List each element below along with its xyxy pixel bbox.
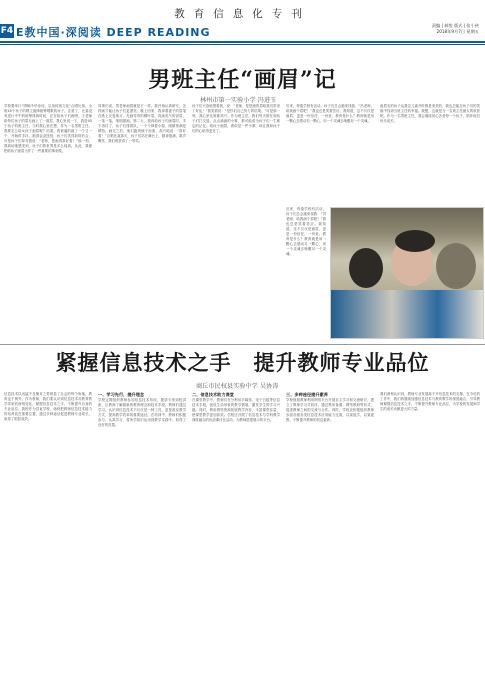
masthead-info	[432, 23, 479, 35]
article2-title: 紧握信息技术之手 提升教师专业品位	[55, 350, 430, 375]
article1-column-3: 孩子们兴奋地围着我，说：“老师，是您画的眉给我们带来了好运！”我笑着说：“是你们自己努力的结果。”可是那一刻，我心里比谁都高兴。作为班主任，我们每天都在和孩子们打交道，点点滴滴的小事，都可能成为孩子们一生难忘的记忆。给孩子画眉，看似是一件小事，却让我和孩子们的心贴得更近了。	[192, 104, 280, 134]
date-line: 2018年9月7日 星期五	[436, 29, 479, 34]
article2-column-4	[286, 392, 374, 690]
article1-column-1: 学校要举行“唱响中华诗词，弘扬传统文化”合唱比赛，全班45个孩子的唱主旋律统筹唱歌的孩子，注意了，比赛没有进行中午的统筹排练时间，正在给孩子们练唱，王老师给每位孩子的眉毛画上了一道眉，我心里说一下，我是45个孩子的班主任，当时我心里在想，作为一名男班主任，我要怎么给女孩子画眉呢？结果，我被逼的画了一个又一个，开始时手抖，画得歪歪扭扭，孩子们笑得前仰后合，可是孩子们却对我说：“老师，您画得真好看！”那一刻，我真切地感受到，孩子们的世界是多么纯真。从此，我便把给孩子画眉当作了一件重要的事来做。	[4, 104, 92, 154]
header-rule	[0, 41, 485, 43]
article1-column-5: 画眉毛的孩子从我这儿离开时都是美美的，我也总能在孩子们的笑脸中找到当班主任的幸福。我想，这就是当一名班主任最大的收获吧。作为一名男班主任，我会继续用心去爱每一个孩子，陪伴他们快乐成长。	[380, 104, 480, 124]
article2-column-3	[192, 392, 280, 690]
classroom-photo	[330, 207, 484, 339]
article2-subheading-1: 一、学习先行，提升理念	[98, 392, 145, 397]
photo-clothing	[331, 290, 483, 338]
page-number-badge: F4	[0, 26, 14, 36]
editor-line: 责编 | 郝悦 版式 | 张小侠	[431, 23, 479, 28]
publication-banner: 教育信息化专刊	[174, 8, 311, 20]
article2-column-2	[98, 392, 186, 690]
article1-column-4b: 后来，每逢学校有活动，孩子们总会跑来找我：“冯老师，给我画个眉吧！”我也总是笑着答应。我知道，这不仅仅是画眉，更是一份信任，一份爱。教育是什么？教育就是用一颗心去感动另一颗心，用一个灵魂去唤醒另一个灵魂。	[286, 207, 326, 257]
article2-column-3-text: 在课堂教学中，教师们充分利用多媒体、电子白板等信息技术手段，创设生动形象的教学情境，激发学生的学习兴趣。同时，利用网络资源拓展教学内容，丰富课堂容量，使课堂教学更加高效。学校还开展了信息技术与学科教学深度融合的优质课评比活动，为教师搭建展示的平台。	[192, 398, 280, 423]
article1-column-2: 同事们说，男老师画眉就是不一样。我开始认真研究，怎样画才能让孩子们更漂亮。晚上回家，我拿着妻子的眉笔在纸上反复练习，先画弯弯的柳叶眉，再画英气的剑眉，一笔一笔，细细描画。第二天，我再给孩子们画眉时，手不再抖了，孩子们排着队，一个个仰着小脸，眼睛里满是期待。画完之后，他们跑到镜子前面，高兴地说：“真好看！”合唱比赛那天，孩子们站在舞台上，精神饱满，歌声嘹亮，我们班获得了一等奖。	[98, 104, 186, 144]
article2-byline: 商丘市民权县实验中学 吴协涛	[196, 383, 279, 390]
article2-column-5: 我们深刻认识到，教师专业发展离不开信息技术的支撑。在今后的工作中，我们将继续加强信息技术与教育教学的深度融合，引导教师紧握信息技术之手，不断提升教师专业品位，为学校的发展和学生的成长贡献更大的力量。	[380, 392, 480, 412]
article2-column-1: 信息技术以迅猛不及掩耳之势席卷了社会的每个角落，教育也不例外。作为教师，我们要认识到信息技术对教育教学带来的深刻变化，紧握信息技术之手，不断提升自身的专业品位。我校作为县直学校，始终把教师信息技术能力的培养放在重要位置，通过多种途径促进教师专业成长，取得了明显成效。	[4, 392, 92, 422]
photo-person	[436, 243, 476, 289]
article1-column-4: 后来，每逢学校有活动，孩子们总会跑来找我：“冯老师，给我画个眉吧！”我也总是笑着答应。我知道，这不仅仅是画眉，更是一份信任，一份爱。教育是什么？教育就是用一颗心去感动另一颗心，用一个灵魂去唤醒另一个灵魂。	[286, 104, 374, 124]
header-rule-thin	[0, 44, 485, 45]
article2-column-2-text: 学校定期组织教师参加信息技术培训，邀请专家到校讲座，让教师了解最新的教育理念和技术手段。教师们通过学习，认识到信息技术不仅仅是一种工具，更是改变教学方式、提高教学效率的重要途径。在培训中，教师们积极参与，认真学习，将所学知识运用到教学实践中，取得了良好的效果。	[98, 398, 186, 428]
article1-byline: 林州市第一实验小学 冯进玉	[200, 97, 277, 104]
photo-figure	[349, 248, 383, 288]
photo-hair	[395, 230, 435, 252]
article2-subheading-3: 三、多种途径提升素养	[286, 392, 328, 397]
article2-subheading-2: 二、信息技术助力课堂	[192, 392, 234, 397]
section-name: E教中国·深阅读 DEEP READING	[16, 26, 211, 39]
article-divider	[0, 344, 485, 345]
article2-column-4-text: 学校鼓励教师利用网络平台开展自主学习和交流研讨，建立了教师学习共同体，通过集体备课、网络教研等形式，促进教师之间的交流与合作。同时，学校还积极组织教师参加各级各类信息技术应用能力比赛，以赛促学，以赛促教，不断提升教师的信息素养。	[286, 398, 374, 423]
article1-title: 男班主任“画眉”记	[148, 67, 337, 93]
